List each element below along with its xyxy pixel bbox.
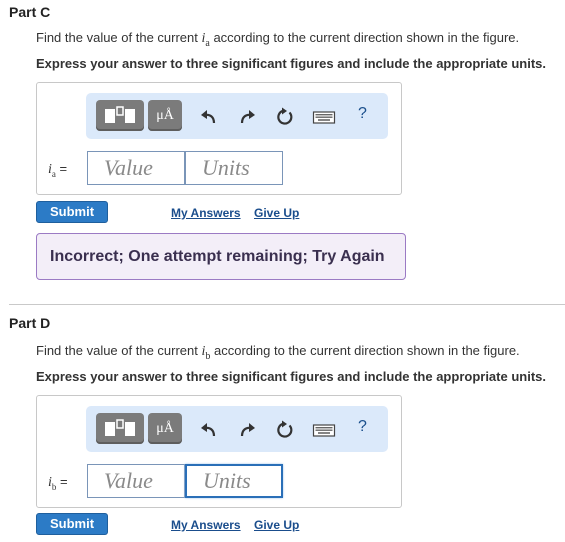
question-text-before: Find the value of the current xyxy=(36,343,202,358)
math-toolbar xyxy=(86,406,388,452)
submit-button[interactable]: Submit xyxy=(36,201,108,223)
submit-button[interactable]: Submit xyxy=(36,513,108,535)
undo-icon[interactable] xyxy=(198,106,220,128)
section-divider xyxy=(9,304,565,305)
variable-label: $i_b$ = xyxy=(48,474,68,492)
reset-icon[interactable] xyxy=(274,106,296,128)
value-input[interactable]: Value xyxy=(87,464,185,498)
templates-icon xyxy=(96,413,144,444)
question-text-after: according to the current direction shown in the figure. xyxy=(209,30,520,45)
templates-button[interactable] xyxy=(96,100,144,131)
my-answers-link[interactable]: My Answers xyxy=(171,518,241,532)
part-d-answer-box xyxy=(36,395,402,508)
help-icon[interactable]: ? xyxy=(358,418,367,435)
redo-icon[interactable] xyxy=(236,106,258,128)
templates-icon xyxy=(96,100,144,131)
value-input[interactable]: Value xyxy=(87,151,185,185)
question-text-before: Find the value of the current xyxy=(36,30,202,45)
units-button[interactable]: μÅ xyxy=(148,413,182,444)
units-button[interactable]: μÅ xyxy=(148,100,182,131)
question-text-after: according to the current direction shown in the figure. xyxy=(210,343,520,358)
part-c-title: Part C xyxy=(9,4,51,20)
units-input[interactable]: Units xyxy=(185,151,283,185)
part-c-question xyxy=(36,30,519,49)
give-up-link[interactable]: Give Up xyxy=(254,518,300,532)
part-d-question xyxy=(36,343,520,362)
redo-icon[interactable] xyxy=(236,419,258,441)
help-icon[interactable]: ? xyxy=(358,105,367,122)
feedback-message: Incorrect; One attempt remaining; Try Again xyxy=(36,233,406,280)
templates-button[interactable] xyxy=(96,413,144,444)
variable-label: $i_a$ = xyxy=(48,161,68,179)
my-answers-link[interactable]: My Answers xyxy=(171,206,241,220)
current-variable: $i_b$ xyxy=(201,344,211,362)
undo-icon[interactable] xyxy=(198,419,220,441)
units-input[interactable]: Units xyxy=(185,464,283,498)
part-d-title: Part D xyxy=(9,315,51,331)
part-d-instruction: Express your answer to three significant figures and include the appropriate units. xyxy=(36,369,546,384)
math-toolbar xyxy=(86,93,388,139)
give-up-link[interactable]: Give Up xyxy=(254,206,300,220)
part-c-instruction: Express your answer to three significant figures and include the appropriate units. xyxy=(36,56,546,71)
keyboard-icon[interactable] xyxy=(312,106,336,128)
reset-icon[interactable] xyxy=(274,419,296,441)
current-variable: $i_a$ xyxy=(201,31,210,49)
part-c-answer-box xyxy=(36,82,402,195)
keyboard-icon[interactable] xyxy=(312,419,336,441)
